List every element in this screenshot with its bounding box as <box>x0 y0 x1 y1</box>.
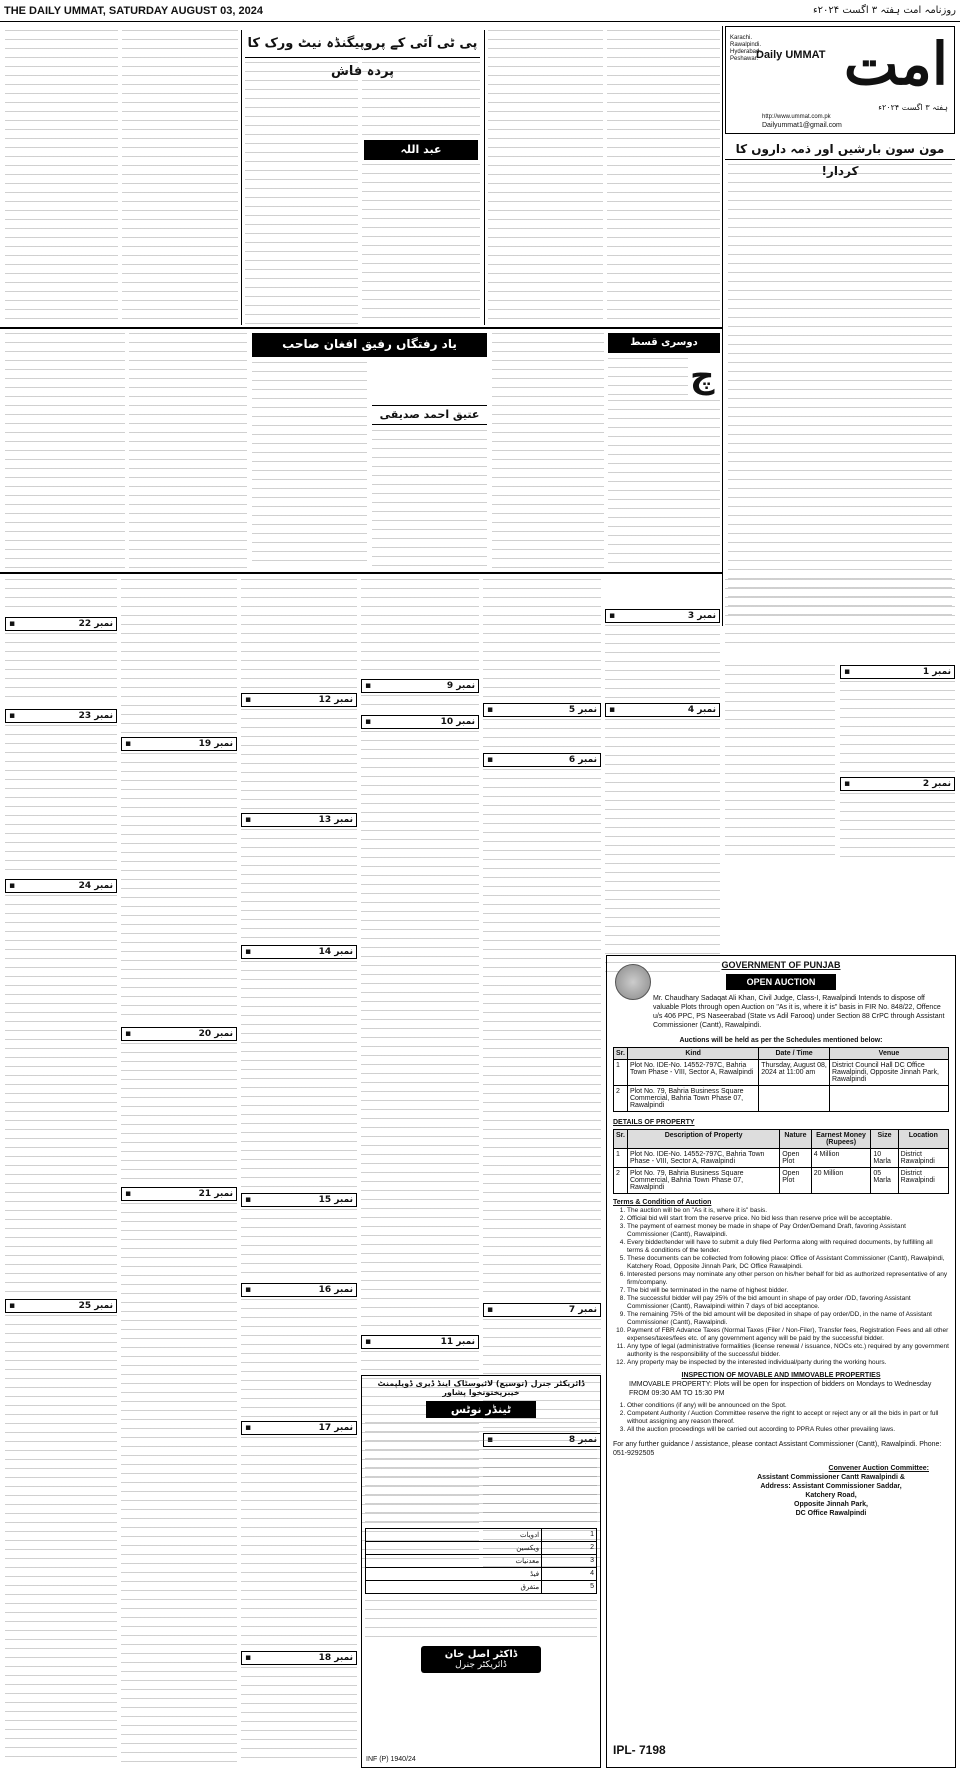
terms-list <box>613 1207 949 1367</box>
auction-heading: OPEN AUCTION <box>726 974 836 990</box>
top-col-5 <box>488 30 603 325</box>
mid-col-2 <box>129 333 247 568</box>
table-cell: 2 <box>614 1086 628 1112</box>
masthead-logo: امت <box>843 30 948 98</box>
listing-9: نمبر 9 ▪ <box>361 679 479 693</box>
tender-notice <box>361 1375 601 1768</box>
table-cell <box>759 1086 830 1112</box>
table-header: Kind <box>627 1048 758 1060</box>
table-header: Sr. <box>614 1048 628 1060</box>
listing-11: نمبر 11 ▪ <box>361 1335 479 1349</box>
listing-5: نمبر 5 ▪ <box>483 703 601 717</box>
table-row <box>366 1581 597 1594</box>
table-row <box>614 1060 949 1086</box>
table-row <box>366 1529 597 1542</box>
drop-cap: چ <box>690 356 715 396</box>
details-table <box>613 1129 949 1194</box>
mid-col-6b <box>608 400 720 568</box>
list-item: 10. Payment of FBR Advance Taxes (Normal Taxes (Filer / Non-Filer), Transfer fees, Registration Fees and all other expenses/taxes/fees etc. of any government agency will be paid by the successful bidder. <box>627 1327 949 1343</box>
table-cell: ویکسین <box>366 1542 542 1555</box>
table-cell: 4 Million <box>811 1149 871 1168</box>
table-cell: Open Plot <box>780 1168 811 1194</box>
table-header: Earnest Money (Rupees) <box>811 1130 871 1149</box>
list-item: 6. Interested persons may nominate any other person on his/her behalf for bid as authorized representative of any firm/company. <box>627 1271 949 1287</box>
table-cell: Thursday, August 08, 2024 at 11:00 am <box>759 1060 830 1086</box>
list-item: 11. Any type of legal (administrative formalities (license renewal / issuance, NOCs etc.) required by any government authority is the responsibility of the successful bidder. <box>627 1343 949 1359</box>
pti-col-b <box>362 62 480 136</box>
list-item: 2. Competent Authority / Auction Committee reserve the right to accept or reject any or all the bids in part or full without assigning any reason thereof. <box>627 1410 949 1426</box>
list-item: 12. Any property may be inspected by the interested individual/party during the working hours. <box>627 1359 949 1367</box>
table-cell: District Rawalpindi <box>898 1149 948 1168</box>
listing-15: نمبر 15 ▪ <box>241 1193 357 1207</box>
list-item: 3. All the auction proceedings will be carried out according to PPRA Rules other prevailing laws. <box>627 1426 949 1434</box>
table-cell: 2 <box>614 1168 628 1194</box>
table-row <box>614 1149 949 1168</box>
table-row <box>614 1086 949 1112</box>
auction-gov: GOVERNMENT OF PUNJAB <box>721 960 841 970</box>
masthead-date: ہفتہ ۳ اگست ۲۰۲۴ء <box>878 103 948 112</box>
table-header: Size <box>871 1130 898 1149</box>
committee-line: DC Office Rawalpindi <box>795 1510 867 1517</box>
table-cell: Plot No. IDE-No. 14552-797C, Bahria Town Phase - VIII, Sector A, Rawalpindi <box>627 1149 779 1168</box>
listing-17: نمبر 17 ▪ <box>241 1421 357 1435</box>
table-row <box>614 1168 949 1194</box>
committee-line: Assistant Commissioner Cantt Rawalpindi & <box>757 1474 905 1481</box>
mid-col-6 <box>608 358 688 398</box>
listing-4: نمبر 4 ▪ <box>605 703 720 717</box>
table-cell: معدنیات <box>366 1555 542 1568</box>
editorial-body <box>728 164 952 619</box>
table-cell: 20 Million <box>811 1168 871 1194</box>
table-row <box>366 1555 597 1568</box>
mid-col-5 <box>492 333 604 568</box>
list-item: 4. Every bidder/tender will have to submit a duly filed Performa along with required documents, by fulfilling all terms & conditions of the tender. <box>627 1239 949 1255</box>
pti-col-a <box>245 62 358 325</box>
page-header <box>0 0 960 22</box>
memorial-title: یاد رفتگاں رفیق افغان صاحب <box>252 333 487 357</box>
table-cell: 1 <box>542 1529 597 1542</box>
listing-21: نمبر 21 ▪ <box>121 1187 237 1201</box>
listing-22: نمبر 22 ▪ <box>5 617 117 631</box>
listing-6: نمبر 6 ▪ <box>483 753 601 767</box>
committee-caption: Convener Auction Committee: <box>828 1465 929 1472</box>
masthead-website: http://www.ummat.com.pk <box>762 114 831 120</box>
table-cell: 1 <box>614 1060 628 1086</box>
committee-line: Opposite Jinnah Park, <box>794 1501 868 1508</box>
list-item: 1. The auction will be on "As it is, where it is" basis. <box>627 1207 949 1215</box>
listing-24: نمبر 24 ▪ <box>5 879 117 893</box>
table-header: Description of Property <box>627 1130 779 1149</box>
masthead-name-en: Daily UMMAT <box>756 49 826 61</box>
listing-16: نمبر 16 ▪ <box>241 1283 357 1297</box>
list-item: 9. The remaining 75% of the bid amount will be deposited in shape of pay order/DD, in the name of Assistant Commissioner (Cantt), Rawalpindi. <box>627 1311 949 1327</box>
pti-col-c <box>362 164 480 325</box>
inspection-caption: INSPECTION OF MOVABLE AND IMMOVABLE PROPERTIES <box>681 1372 881 1379</box>
terms-caption: Terms & Condition of Auction <box>613 1199 712 1206</box>
listing-14: نمبر 14 ▪ <box>241 945 357 959</box>
list-item: 1. Other conditions (if any) will be announced on the Spot. <box>627 1402 949 1410</box>
listing-8: نمبر 8 ▪ <box>483 1433 601 1447</box>
table-row <box>366 1542 597 1555</box>
table-cell: 05 Marla <box>871 1168 898 1194</box>
memorial-col-a <box>252 362 367 568</box>
top-col-1 <box>5 30 118 325</box>
listing-7: نمبر 7 ▪ <box>483 1303 601 1317</box>
table-cell: فیڈ <box>366 1568 542 1581</box>
second-part-label: دوسری قسط <box>608 333 720 353</box>
auction-intro: Mr. Chaudhary Sadaqat Ali Khan, Civil Judge, Class-I, Rawalpindi Intends to dispose off valuable Plots through open Auction on "As it is, where it is" basis in FIR No. 848/22, Offence u/s 406 PPC, PS Naseerabad (State vs Adil Farooq) under Section 88 CrPC through Assistant Commissioner (Cantt), Rawalpindi. <box>653 995 945 1029</box>
table-cell: Plot No. 79, Bahria Business Square Commercial, Bahria Town Phase 07, Rawalpindi <box>627 1086 758 1112</box>
editorial-title: مون سون بارشیں اور ذمہ داروں کا کردار! <box>725 138 955 160</box>
listing-20: نمبر 20 ▪ <box>121 1027 237 1041</box>
table-cell: Open Plot <box>780 1149 811 1168</box>
listing-23: نمبر 23 ▪ <box>5 709 117 723</box>
table-cell: متفرق <box>366 1581 542 1594</box>
byline-ateeq: عتیق احمد صدیقی <box>372 405 487 425</box>
table-cell: District Council Hall DC Office Rawalpindi, Opposite Jinnah Park, Rawalpindi <box>829 1060 948 1086</box>
table-cell <box>829 1086 948 1112</box>
table-cell: 4 <box>542 1568 597 1581</box>
top-col-6 <box>607 30 720 325</box>
tender-ref: INF (P) 1940/24 <box>366 1756 416 1763</box>
committee-line: Katchery Road, <box>805 1492 857 1499</box>
list-item: 7. The bid will be terminated in the name of highest bidder. <box>627 1287 949 1295</box>
committee-line: Address: Assistant Commissioner Saddar, <box>760 1483 902 1490</box>
listing-13: نمبر 13 ▪ <box>241 813 357 827</box>
list-item: 3. The payment of earnest money be made in shape of Pay Order/Demand Draft, favoring Assistant Commissioner (Cantt), Rawalpindi. <box>627 1223 949 1239</box>
listing-3: نمبر 3 ▪ <box>605 609 720 623</box>
list-item: 8. The successful bidder will pay 25% of the bid amount in shape of pay order /DD, favoring Assistant Commissioner (Cantt), Rawalpindi within 7 days of bid acceptance. <box>627 1295 949 1311</box>
table-cell: 10 Marla <box>871 1149 898 1168</box>
table-header: Venue <box>829 1048 948 1060</box>
listing-10: نمبر 10 ▪ <box>361 715 479 729</box>
table-cell: 1 <box>614 1149 628 1168</box>
list-item: 2. Official bid will start from the reserve price. No bid less than reserve price will be acceptable. <box>627 1215 949 1223</box>
schedule-caption: Auctions will be held as per the Schedules mentioned below: <box>679 1037 883 1044</box>
masthead-email: Dailyummat1@gmail.com <box>762 122 842 129</box>
top-col-2 <box>122 30 238 325</box>
table-header: Location <box>898 1130 948 1149</box>
masthead <box>725 26 955 134</box>
table-cell: 3 <box>542 1555 597 1568</box>
table-row <box>366 1568 597 1581</box>
table-cell: District Rawalpindi <box>898 1168 948 1194</box>
tender-title: ٹینڈر نوٹس <box>426 1401 536 1418</box>
list-item: 5. These documents can be collected from following place: Office of Assistant Commissioner (Cantt), Rawalpindi, Katchery Road, Opposite Jinnah Park, DC Office Rawalpindi. <box>627 1255 949 1271</box>
listing-1: نمبر 1 ▪ <box>840 665 955 679</box>
tender-signature: ڈاکٹر اصل خان ڈائریکٹر جنرل <box>421 1646 541 1673</box>
header-title-en: THE DAILY UMMAT, SATURDAY AUGUST 03, 2024 <box>4 4 263 17</box>
memorial-col-b <box>372 430 487 568</box>
masthead-cities: Karachi. Rawalpindi. Hyderabad. Peshawar. <box>730 35 762 62</box>
auction-notice <box>606 955 956 1768</box>
other-terms-list <box>613 1402 949 1434</box>
listing-25: نمبر 25 ▪ <box>5 1299 117 1313</box>
inspection-text: IMMOVABLE PROPERTY: Plots will be open for inspection of bidders on Mondays to Wednesday FROM 09:30 AM TO 15:30 PM <box>629 1381 932 1397</box>
tender-table <box>365 1528 597 1594</box>
listing-2: نمبر 2 ▪ <box>840 777 955 791</box>
listing-19: نمبر 19 ▪ <box>121 737 237 751</box>
table-header: Sr. <box>614 1130 628 1149</box>
header-title-ur: روزنامہ امت ہفتہ ۳ اگست ۲۰۲۴ء <box>812 5 956 16</box>
mid-col-1 <box>5 333 125 568</box>
table-cell: 2 <box>542 1542 597 1555</box>
tender-org: ڈائریکٹر جنرل (توسیع) لائیوسٹاک اینڈ ڈیری ڈویلپمنٹ خیبرپختونخوا پشاور <box>377 1379 585 1397</box>
table-header: Date / Time <box>759 1048 830 1060</box>
committee-block <box>613 1473 949 1518</box>
details-caption: DETAILS OF PROPERTY <box>613 1119 695 1126</box>
auction-emblem <box>615 964 651 1000</box>
listing-12: نمبر 12 ▪ <box>241 693 357 707</box>
table-cell: ادویات <box>366 1529 542 1542</box>
table-cell: Plot No. 79, Bahria Business Square Commercial, Bahria Town Phase 07, Rawalpindi <box>627 1168 779 1194</box>
table-header: Nature <box>780 1130 811 1149</box>
auction-contact: For any further guidance / assistance, please contact Assistant Commissioner (Cantt), Rawalpindi. Phone: 051-9292505 <box>613 1441 942 1457</box>
pti-headline: پی ٹی آئی کے پروپیگنڈہ نیٹ ورک کا پردہ فاش <box>245 30 480 58</box>
listing-18: نمبر 18 ▪ <box>241 1651 357 1665</box>
author-box: عبد اللہ <box>364 140 478 160</box>
table-cell: Plot No. IDE-No. 14552-797C, Bahria Town Phase - VIII, Sector A, Rawalpindi <box>627 1060 758 1086</box>
auction-ipl: IPL- 7198 <box>613 1743 666 1757</box>
schedule-table <box>613 1047 949 1112</box>
table-cell: 5 <box>542 1581 597 1594</box>
